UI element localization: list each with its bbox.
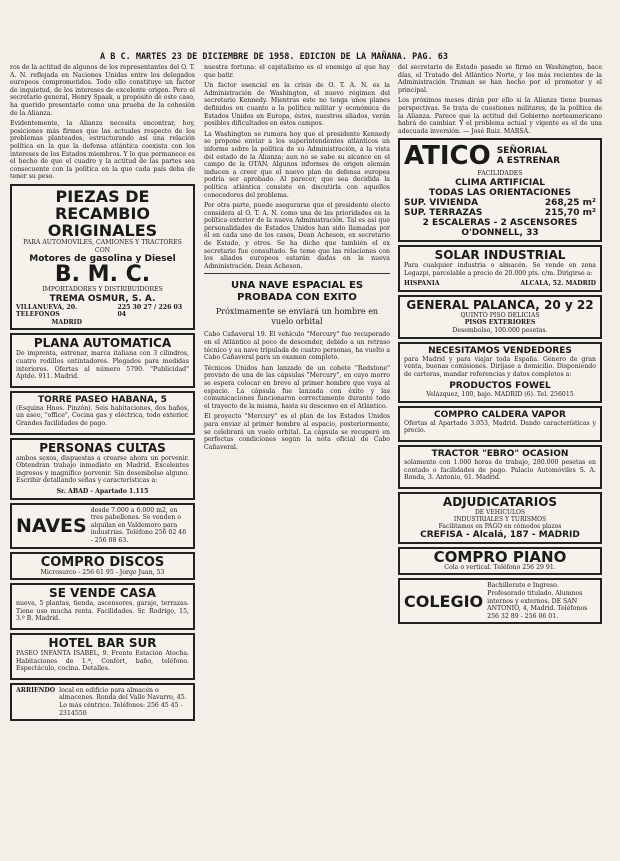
article-paragraph: del secretario de Estado pasado se firmó en Washington, hace días, el Tratado del Atlántico Norte, y los más recientes de la Administración Truman se han hecho por el promotor y el principal. [398,64,602,94]
news-paragraph: Cabo Cañaveral 19. El vehículo "Mercury" fue recuperado en el Atlántico al poco de descender, debido a un retraso técnico y su nave tripulada de cuatro personas, ha vuelto a Cabo Cañaveral para un examen completo. [204,331,390,362]
ad-caldera [398,406,602,442]
ad-address: Velázquez, 100, bajo. MADRID (6). Tel. 256015 [426,391,574,399]
ad-text: De imprenta, estrenar, marca italiana con 3 cilindros, cuatro rodillos entintadores. Plegados para medidas interiores. Ofertas al número 5790. "Publicidad" Aptdo. 911. Madrid. [16,350,189,381]
news-paragraph: El proyecto "Mercury" es el plan de los Estados Unidos para enviar al primer hombre al espacio, posteriormente, se celebrará un vuelo orbital. La cápsula se recuperó en perfectas condiciones según la nota oficial de Cabo Cañaveral. [204,413,390,451]
ad-sub: SEÑORIAL [496,146,548,157]
ad-title: COMPRO PIANO [433,547,567,566]
ad-text: para Madrid y para viajar toda España. Género de gran venta, buenas comisiones. Diríjase a domicilio. Disponiendo de carteras, mandar referencias y datos completos a: [404,355,596,378]
ad-colegio [398,578,602,624]
ad-palanca [398,295,602,339]
header-line: A B C. MARTES 23 DE DICIEMBRE DE 1958. EDICION DE LA MAÑANA. PAG. 63 [100,52,448,62]
ad-title: HOTEL BAR SUR [48,635,157,650]
ad-title: SOLAR INDUSTRIAL [434,247,566,262]
ad-company: TREMA OSMUR, S. A. [49,293,156,304]
ad-line: PISOS EXTERIORES [464,319,536,327]
ad-sub: A ESTRENAR [496,156,561,167]
article-paragraph: La Washington se rumora hoy que el presidente Kennedy se propone enviar a los superintendentes atlánticos un informe sobre la política de su Administración, a la vista del estado de la Alianza; aun no se sabe su alcance en el campo de la OTAN. Algunos informes de origen alemán inducen a creer que el nuevo plan de defensa europea podría ser aprobado. Al parecer, que sea decidida la política atlántica consiste en discutirla con aquellos conocedores del problema. [204,130,390,199]
ad-text: (Esquina Hnos. Pinzón). Seis habitaciones, dos baños, un aseo, "office", Cocina gas y eléctrica, todo exterior. Grandes facilidades de pago. [16,404,189,428]
ad-title: NECESITAMOS VENDEDORES [428,345,572,356]
article-paragraph: Los próximos meses dirán por ello si la Alianza tiene buenas perspectivas. Se trata de cuestiones militares, de la política de la Alianza. Parece que la actitud del Gobierno norteamericano habrá de cambiar. Y el problema actual y vigente es el de una adecuada inversión. — José Ruiz. MARSÁ. [398,97,602,135]
ad-line: FACILIDADES [477,170,523,178]
ad-phones: 225 30 27 / 226 03 04 [117,303,183,319]
ad-title: PERSONAS CULTAS [39,440,166,455]
ad-text: Bachillerato e Ingreso. Profesorado titulado. Alumnos internos y externos. DE SAN ANTONIO, 4, Madrid. Teléfonos 256 32 89 - 256 06 01. [487,582,588,620]
ad-company: CREFISA - Alcalá, 187 - MADRID [420,529,580,540]
ad-contact: Sr. ABAD - Apartado 1.115 [56,488,149,495]
ad-text: ambos sexos, dispuestas a crearse ahora un porvenir. Obtendrán trabajo inmediato en Madrid. Excelentes ingresos y magnífico porvenir. Sin desembolso alguno. Escribir detallando señas y características a: [16,454,189,485]
ad-title: PIEZAS DE RECAMBIO [54,186,151,223]
ad-piezas [10,184,195,331]
ad-piano [398,547,602,576]
divider [204,273,390,274]
ad-brand: B. M. C. [54,262,151,288]
article-paragraph: ros de la actitud de algunos de los representantes del O. T. A. N. reflejada en Naciones Unidas entre los delegados europeos comprometidos. Todo ello constituye un factor de inquietud, de los intereses de excelente origen. Pero el secretario general, Henry Spaak, a propósito de este caso, ha querido presentarlo como una prueba de la cohesión de la Alianza. [10,64,195,117]
ad-line: PARA AUTOMOVILES, CAMIONES Y TRACTORES CON [23,238,182,254]
ad-line: INDUSTRIALES Y TURISMOS [453,515,547,523]
ad-title: COMPRO CALDERA VAPOR [434,409,566,420]
ad-line: Desembolso, 100.000 pesetas. [452,326,548,334]
ad-title: TRACTOR "EBRO" OCASION [431,449,569,460]
ad-naves [10,503,195,549]
ad-compro-discos [10,552,195,581]
ad-text: solamente con 1.000 horas de trabajo, 280.000 pesetas en contado o facilidades de pago. Palacio Automóviles S. A. Ronda, 3. Antonio, 61. Madrid. [404,459,596,482]
ad-line: IMPORTADORES Y DISTRIBUIDORES [42,286,163,294]
news-subtitle: Próximamente se enviará un hombre en vuelo orbital [215,307,379,327]
news-paragraph: Técnicos Unidos han lanzado de un cohete "Redstone" provisto de una de las cápsulas "Mercury", en cuyo morro se espera colocar en breve al primer hombre que vaya al espacio. La cápsula fue lanzada con éxito y las comunicaciones funcionaron correctamente durante todo el trayecto de la misma, hasta su descenso en el Atlántico. [204,364,390,410]
ad-text: nueva, 5 plantas, tienda, ascensores, garaje, terrazas. Tiene uso mucha renta. Facilidades. Sr. Rodrigo, 15, 3.º B. Madrid. [16,600,189,623]
ad-value: 215,70 m² [544,207,596,218]
ad-title: ARRIENDO [16,686,56,694]
news-headline: UNA NAVE ESPACIAL ES PROBADA CON EXITO [230,280,364,304]
ad-line: CLIMA ARTIFICIAL [455,177,545,188]
ad-text: PASEO INFANTA ISABEL, 9. Frente Estación Atocha. Habitaciones de 1.ª, Confort, baño, teléfono. Espectáculo, cocina. Detalles. [16,649,189,673]
ad-title: SE VENDE CASA [49,586,156,601]
ad-text: Microsurco - 256 61 95 - Jorge Juan, 53 [40,568,165,576]
ad-hotel [10,633,195,680]
ad-title: ADJUDICATARIOS [442,494,558,509]
ad-text: Cola o vertical. Teléfono 256 29 91. [444,563,556,571]
ad-text: Ofertas al Apartado 3.953, Madrid. Dando características y precio. [404,419,596,435]
ad-plana [10,333,195,387]
ad-line: 2 ESCALERAS - 2 ASCENSORES [422,217,578,228]
ad-title: ATICO [404,141,491,172]
ad-adjudicatarios [398,492,602,544]
ad-label: SUP. VIVIENDA [404,197,479,208]
ad-title: COMPRO DISCOS [40,554,165,570]
ad-address: VILLANUEVA, 20. TELEFONOS [16,303,78,319]
article-paragraph: Evidentemente, la Alianza necesita encontrar, hoy, posiciones más firmes que las actuales respecto de los problemas planteados, estructurando así una relación política en la que la defensa atlántica coexista con los intereses de los Estados miembros. Y lo que permanece es el hecho de que el cuadro y la actitud de las partes sea consecuente con la política en la que cada país deba de tener su peso. [10,120,195,181]
ad-address: O'DONNELL, 33 [461,227,539,238]
ad-torre [10,391,195,435]
ad-company: HISPANIA [404,280,440,288]
ad-title: NAVES [16,514,87,537]
ad-title: ORIGINALES [47,220,158,240]
ad-solar [398,245,602,292]
ad-line: QUINTO PISO DELICIAS [460,311,540,319]
ad-line: Facilitamos en PAGO en cómodos plazos [438,522,562,530]
column-right [398,64,602,627]
ad-address: ALCALA, 52. MADRID [520,280,596,288]
ad-title: GENERAL PALANCA, 20 y 22 [406,297,594,312]
ad-arriendo [10,683,195,721]
ad-city: MADRID [51,318,82,326]
ad-vende-casa [10,583,195,630]
ad-value: 268,25 m² [544,197,596,208]
ad-title: PLANA AUTOMATICA [33,336,172,351]
ad-tractor [398,445,602,489]
ad-text: Para cualquier industria o almacén. Se vende en zona Legazpi, parcelable a precio de 20.000 pts. c/m. Dirigirse a: [404,261,596,277]
ad-label: SUP. TERRAZAS [404,207,483,218]
article-paragraph: nuestra fortuna: el capitalismo es el enemigo al que hay que batir. [204,64,390,79]
ad-text: desde 7.000 a 6.000 m2, en tres pabellones. Se venden o alquilan en Valdemoro para industrias. Teléfono 256 02 46 - 256 08 63. [90,506,187,544]
ad-title: TORRE PASEO HABANA, 5 [38,394,167,405]
ad-text: local en edificio para almacén o almacenes. Ronda del Valle Navarro, 45. Lo más céntrico. Teléfonos: 256 45 45 - 2314550 [59,686,187,717]
ad-personas [10,438,195,500]
ad-vendedores [398,342,602,403]
page-header [0,0,620,62]
column-left [10,64,195,724]
column-middle [204,64,390,454]
ad-title: COLEGIO [404,591,484,611]
ad-line: Motores de gasolina y Diesel [29,254,176,265]
ad-atico [398,138,602,242]
article-paragraph: Por otra parte, puede asegurarse que el presidente electo considera al O. T. A. N. como una de las prioridades en la política exterior de la nueva Administración. Tal es así que personalidades de Estados Unidos han sido llamadas por él en cada uno de los casos, Dean Acheson, ex secretario de Estado, y otros. Se ha dicho que también el ex secretario fue consultado. Se teme que las relaciones con los aliados europeos estarán dadas en la nueva Administración. Dean Acheson. [204,202,390,270]
ad-line: DE VEHICULOS [474,508,526,516]
ad-company: PRODUCTOS FOWEL [449,381,551,392]
article-paragraph: Un factor esencial en la crisis de O. T. A. N. es la Administración de Washington, el nuevo régimen del secretario Kennedy. Mientras este no tenga unos planes definidos en cuanto a la política militar y económica de Estados Unidos en Europa, éstos, nuestros aliados, verán posibles dificultades en estos campos. [204,82,390,128]
ad-line: TODAS LAS ORIENTACIONES [429,187,571,198]
